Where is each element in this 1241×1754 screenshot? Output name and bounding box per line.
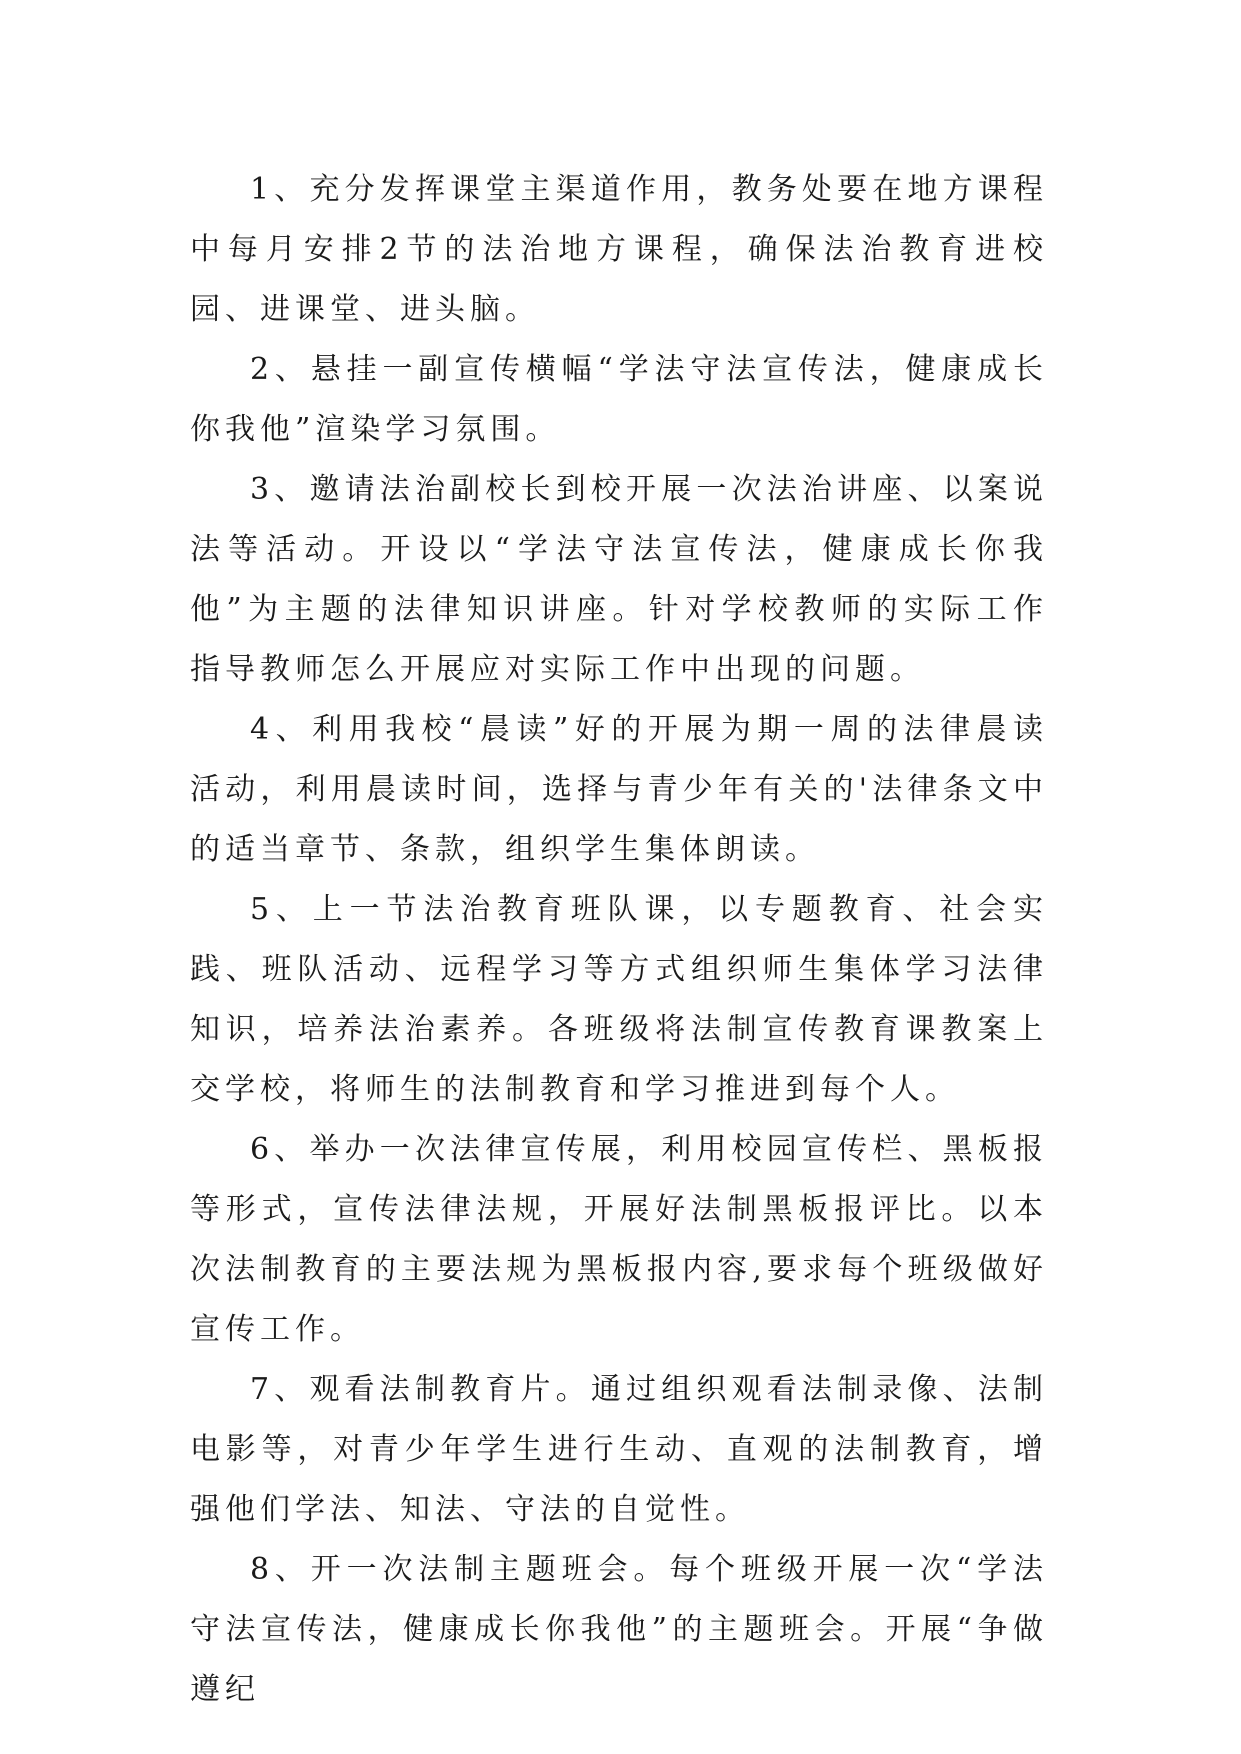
document-body xyxy=(190,160,1048,1720)
paragraph-3: 3、邀请法治副校长到校开展一次法治讲座、以案说法等活动。开设以“学法守法宣传法，健康成长你我他”为主题的法律知识讲座。针对学校教师的实际工作指导教师怎么开展应对实际工作中出现的问题。 xyxy=(190,472,1048,687)
paragraph-8: 8、开一次法制主题班会。每个班级开展一次“学法守法宣传法，健康成长你我他”的主题班会。开展“争做遵纪 xyxy=(190,1552,1048,1707)
paragraph-6: 6、举办一次法律宣传展，利用校园宣传栏、黑板报等形式，宣传法律法规，开展好法制黑板报评比。以本次法制教育的主要法规为黑板报内容,要求每个班级做好宣传工作。 xyxy=(190,1132,1048,1347)
paragraph-4: 4、利用我校“晨读”好的开展为期一周的法律晨读活动，利用晨读时间，选择与青少年有关的'法律条文中的适当章节、条款，组织学生集体朗读。 xyxy=(190,712,1048,867)
paragraph-5: 5、上一节法治教育班队课，以专题教育、社会实践、班队活动、远程学习等方式组织师生集体学习法律知识，培养法治素养。各班级将法制宣传教育课教案上交学校，将师生的法制教育和学习推进到每个人。 xyxy=(190,892,1048,1107)
paragraph-7: 7、观看法制教育片。通过组织观看法制录像、法制电影等，对青少年学生进行生动、直观的法制教育，增强他们学法、知法、守法的自觉性。 xyxy=(190,1372,1048,1527)
paragraph-2: 2、悬挂一副宣传横幅“学法守法宣传法，健康成长你我他”渲染学习氛围。 xyxy=(190,352,1048,447)
paragraph-1: 1、充分发挥课堂主渠道作用，教务处要在地方课程中每月安排2节的法治地方课程，确保法治教育进校园、进课堂、进头脑。 xyxy=(190,172,1048,327)
